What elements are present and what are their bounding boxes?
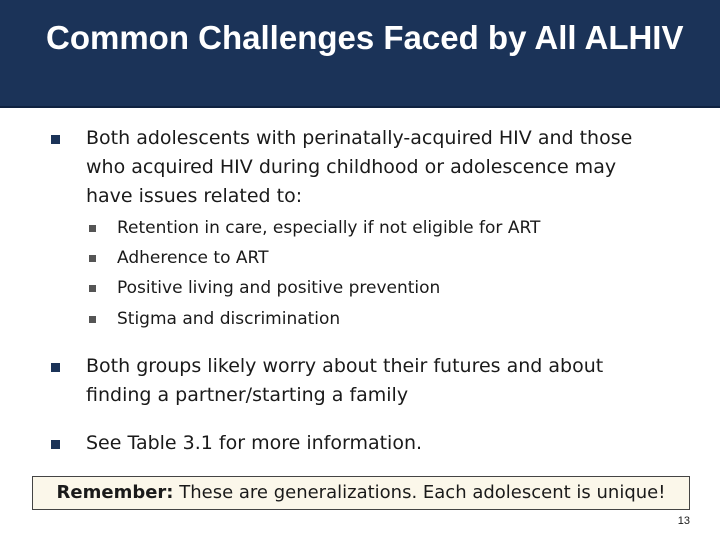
remember-callout <box>32 476 690 510</box>
page-number: 13 <box>677 515 690 527</box>
sub-bullet-1-text: Retention in care, especially if not eligible for ART <box>117 218 541 238</box>
sub-bullet-square-icon <box>89 285 96 292</box>
bullet-3-text: See Table 3.1 for more information. <box>86 432 423 454</box>
sub-bullet-2-text: Adherence to ART <box>117 248 269 268</box>
sub-bullet-square-icon <box>89 225 96 232</box>
sub-bullet-square-icon <box>89 255 96 262</box>
sub-bullet-4-text: Stigma and discrimination <box>117 309 341 329</box>
bullet-square-icon <box>51 440 60 449</box>
remember-label: Remember: <box>56 482 174 503</box>
sub-bullet-3-text: Positive living and positive prevention <box>117 278 441 298</box>
bullet-square-icon <box>51 135 60 144</box>
bullet-square-icon <box>51 363 60 372</box>
remember-text: These are generalizations. Each adolescent is unique! <box>173 482 666 503</box>
bullet-2-text: Both groups likely worry about their futures and about finding a partner/starting a family <box>86 355 604 406</box>
slide-title: Common Challenges Faced by All ALHIV <box>46 19 684 56</box>
bullet-1-text: Both adolescents with perinatally-acquired HIV and those who acquired HIV during childhood or adolescence may have issues related to: <box>86 127 633 207</box>
sub-bullet-square-icon <box>89 316 96 323</box>
